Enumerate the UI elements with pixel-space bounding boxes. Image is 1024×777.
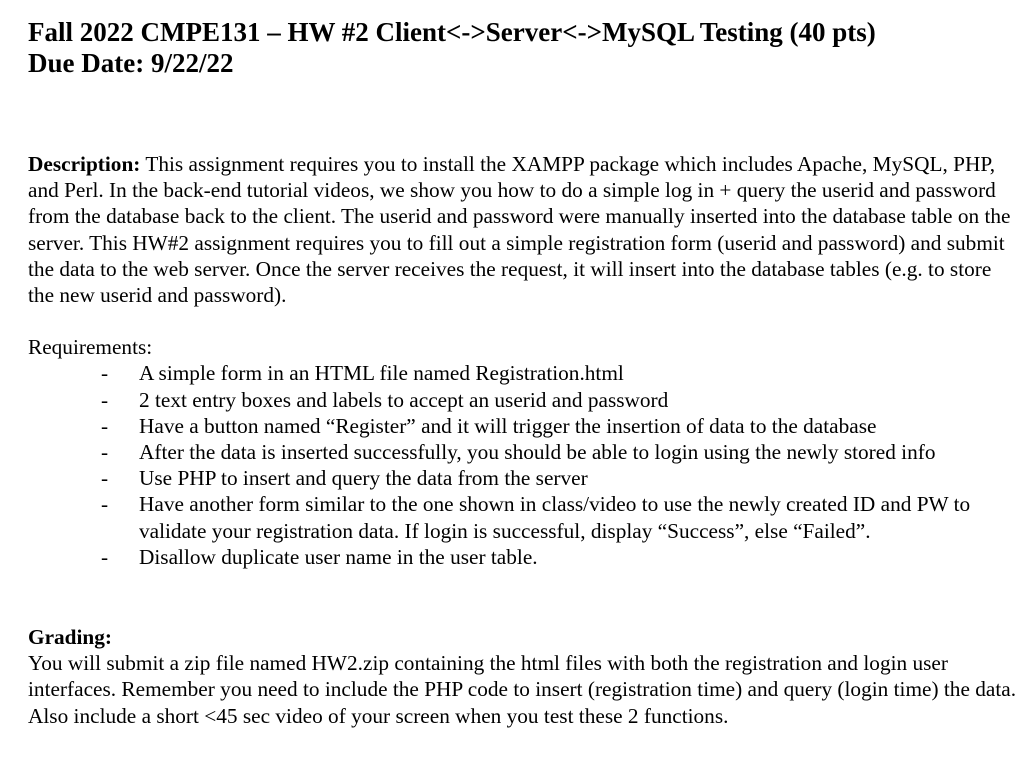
requirement-text: Have a button named “Register” and it will trigger the insertion of data to the database xyxy=(139,413,877,438)
bullet-dash: - xyxy=(101,544,109,569)
requirement-text: Disallow duplicate user name in the user table. xyxy=(139,544,538,569)
requirement-item xyxy=(28,413,1018,439)
requirement-text: Have another form similar to the one shown in class/video to use the newly created ID and PW to validate your registration data. If login is successful, display “Success”, else “Failed”. xyxy=(139,492,971,543)
description-label: Description: xyxy=(28,152,141,176)
grading-paragraph: You will submit a zip file named HW2.zip containing the html files with both the registration and login user interfaces. Remember you need to include the PHP code to insert (registration time) and query (login time) the data. Also include a short <45 sec video of your screen when you test these 2 functions. xyxy=(28,651,1017,728)
requirement-text: After the data is inserted successfully, you should be able to login using the newly stored info xyxy=(139,440,936,465)
bullet-dash: - xyxy=(101,440,109,465)
requirement-text: 2 text entry boxes and labels to accept an userid and password xyxy=(139,387,669,412)
requirement-text: Use PHP to insert and query the data from the server xyxy=(139,466,588,491)
requirement-item xyxy=(28,491,1018,543)
bullet-dash: - xyxy=(101,492,109,517)
requirement-item xyxy=(28,544,1018,570)
due-date: Due Date: 9/22/22 xyxy=(28,48,234,78)
requirement-item xyxy=(28,465,1018,491)
document-page xyxy=(28,17,1018,729)
requirements-list xyxy=(28,360,1018,570)
bullet-dash: - xyxy=(101,466,109,491)
requirement-text: A simple form in an HTML file named Registration.html xyxy=(139,361,624,386)
requirement-item xyxy=(28,439,1018,465)
requirements-heading: Requirements: xyxy=(28,335,153,360)
document-title: Fall 2022 CMPE131 – HW #2 Client<->Server<->MySQL Testing (40 pts) xyxy=(28,17,876,47)
bullet-dash: - xyxy=(101,387,109,412)
description-paragraph xyxy=(28,151,1018,308)
bullet-dash: - xyxy=(101,413,109,438)
requirement-item xyxy=(28,360,1018,386)
grading-heading: Grading: xyxy=(28,625,113,650)
description-text: This assignment requires you to install the XAMPP package which includes Apache, MySQL, PHP, and Perl. In the back-end tutorial videos, we show you how to do a simple log in + query the userid and password from the database back to the client. The userid and password were manually inserted into the database table on the server. This HW#2 assignment requires you to fill out a simple registration form (userid and password) and submit the data to the web server. Once the server receives the request, it will insert into the database tables (e.g. to store the new userid and password). xyxy=(28,152,1011,308)
bullet-dash: - xyxy=(101,361,109,386)
requirement-item xyxy=(28,387,1018,413)
